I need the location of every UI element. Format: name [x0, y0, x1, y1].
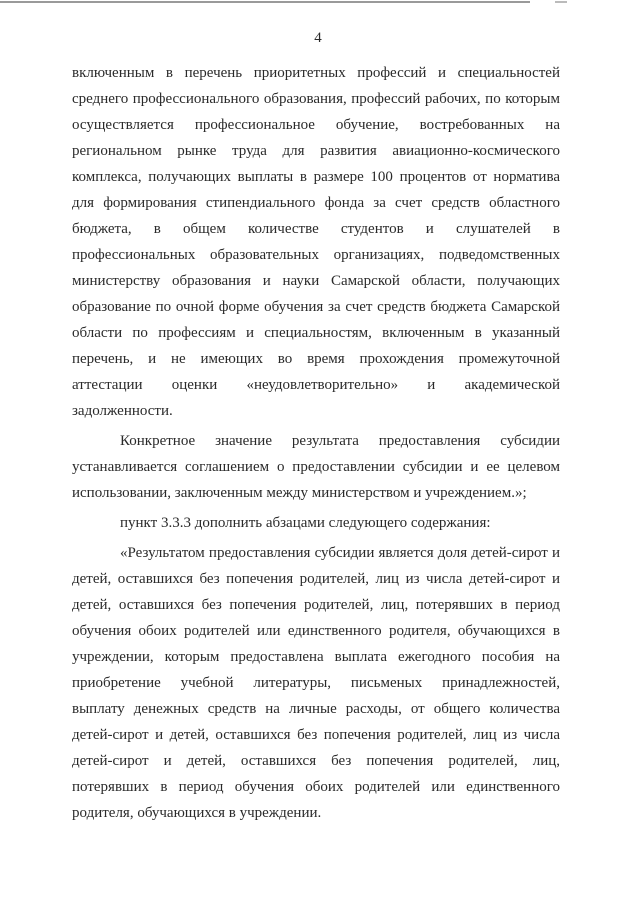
text-line: бюджета, в общем количестве студентов и слушателей в [72, 221, 560, 237]
scan-top-border [0, 1, 530, 3]
text-line: Конкретное значение результата предоставления субсидии [120, 433, 560, 449]
text-line: потерявших в период обучения обоих родителей или единственного [72, 779, 560, 795]
text-line: задолженности. [72, 403, 173, 419]
paragraph [72, 428, 560, 506]
text-line: обучения обоих родителей или единственного родителя, обучающихся в [72, 623, 560, 639]
text-line: пункт 3.3.3 дополнить абзацами следующего содержания: [120, 515, 491, 531]
text-line: региональном рынке труда для развития авиационно-космического [72, 143, 560, 159]
text-line: выплату денежных средств на личные расходы, от общего количества [72, 701, 560, 717]
page-number [0, 30, 640, 47]
scan-top-border-fragment [555, 1, 567, 3]
text-line: детей, оставшихся без попечения родителей, лиц из числа детей-сирот и [72, 571, 560, 587]
text-line: среднего профессионального образования, профессий рабочих, по которым [72, 91, 560, 107]
paragraph [72, 540, 560, 826]
paragraph [72, 510, 560, 536]
text-line: детей-сирот и детей, оставшихся без попечения родителей, лиц из числа [72, 727, 560, 743]
text-line: детей, оставшихся без попечения родителей, лиц, потерявших в период [72, 597, 560, 613]
text-line: детей-сирот и детей, оставшихся без попечения родителей, лиц, [72, 753, 560, 769]
text-line: для формирования стипендиального фонда за счет средств областного [72, 195, 560, 211]
text-line: профессиональных образовательных организациях, подведомственных [72, 247, 560, 263]
text-line: осуществляется профессиональное обучение, востребованных на [72, 117, 560, 133]
text-line: родителя, обучающихся в учреждении. [72, 805, 322, 821]
text-line: использовании, заключенным между министерством и учреждением.»; [72, 485, 527, 501]
text-line: министерству образования и науки Самарской области, получающих [72, 273, 560, 289]
text-line: включенным в перечень приоритетных профессий и специальностей [72, 65, 560, 81]
text-line: приобретение учебной литературы, письменых принадлежностей, [72, 675, 560, 691]
document-body [72, 60, 560, 830]
text-line: области по профессиям и специальностям, включенным в указанный [72, 325, 560, 341]
page-number-text: 4 [314, 30, 322, 46]
text-line: аттестации оценки «неудовлетворительно» и академической [72, 377, 560, 393]
text-line: комплекса, получающих выплаты в размере 100 процентов от норматива [72, 169, 560, 185]
text-line: перечень, и не имеющих во время прохождения промежуточной [72, 351, 560, 367]
text-line: образование по очной форме обучения за счет средств бюджета Самарской [72, 299, 560, 315]
text-line: учреждении, которым предоставлена выплата ежегодного пособия на [72, 649, 560, 665]
text-line: устанавливается соглашением о предоставлении субсидии и ее целевом [72, 459, 560, 475]
text-line: «Результатом предоставления субсидии является доля детей-сирот и [120, 545, 560, 561]
paragraph [72, 60, 560, 424]
